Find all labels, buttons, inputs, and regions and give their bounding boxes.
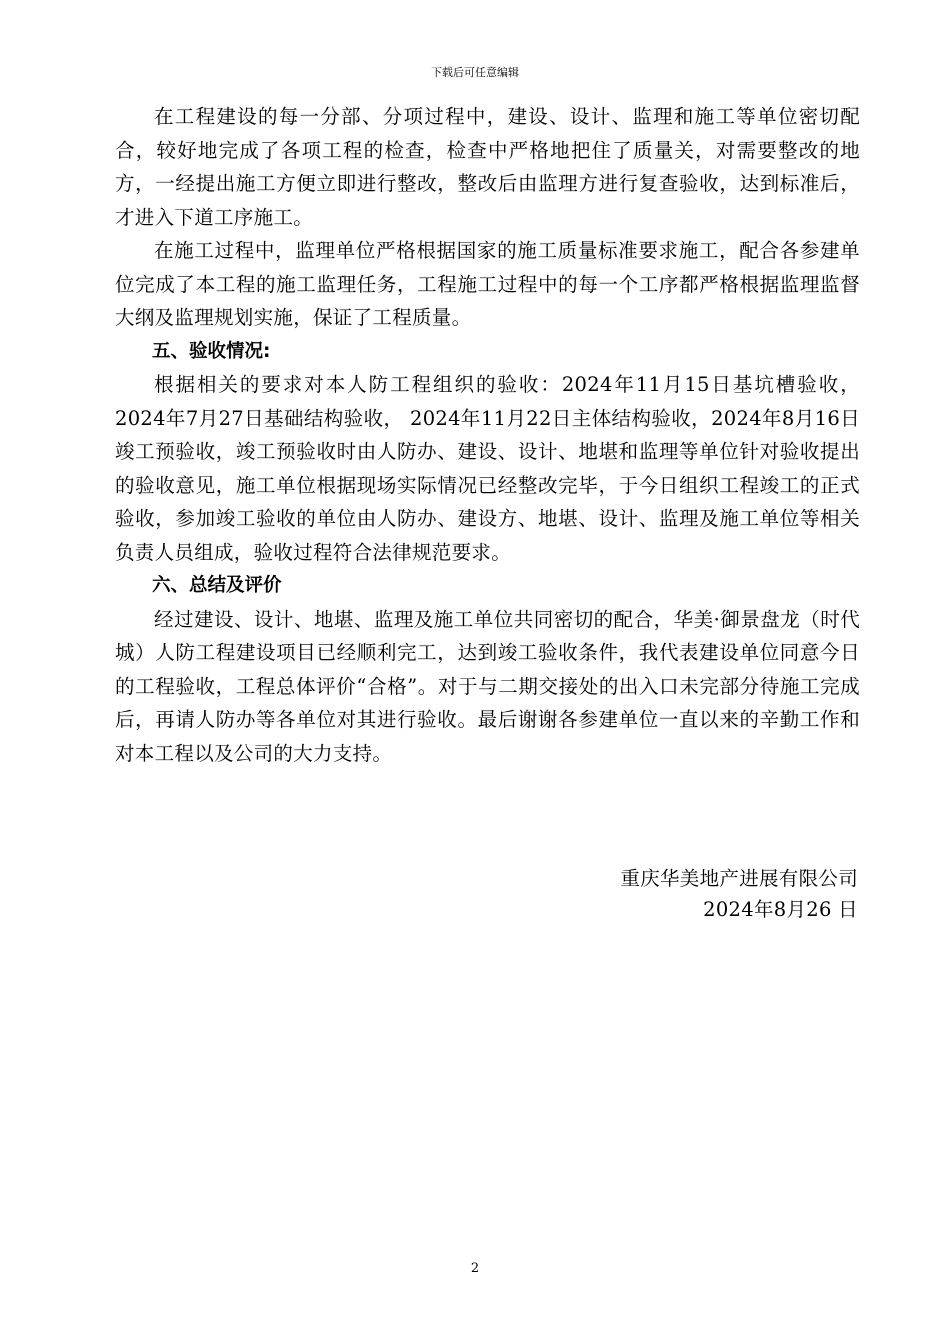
page-number: 2 [470, 1261, 480, 1276]
paragraph-summary: 经过建设、设计、地堪、监理及施工单位共同密切的配合，华美·御景盘龙（时代城）人防工程建设项目已经顺利完工，达到竣工验收条件，我代表建设单位同意今日的工程验收，工程总体评价“合格”。对于与二期交接处的出入口未完部分待施工完成后，再请人防办等各单位对其进行验收。最后谢谢各参建单位一直以来的辛勤工作和对本工程以及公司的大力支持。 [115, 607, 860, 765]
document-body [115, 100, 860, 770]
paragraph-acceptance: 根据相关的要求对本人防工程组织的验收：2024年11月15日基坑槽验收，2024年7月27日基础结构验收， 2024年11月22日主体结构验收，2024年8月16日竣工预验收，竣工预验收时由人防办、建设、设计、地堪和监理等单位针对验收提出的验收意见，施工单位根据现场实际情况已经整改完毕，于今日组织工程竣工的正式验收，参加竣工验收的单位由人防办、建设方、地堪、设计、监理及施工单位等相关负责人员组成，验收过程符合法律规范要求。 [115, 373, 860, 564]
signature-date: 2024年8月26 日 [703, 898, 858, 921]
section-heading-summary: 六、总结及评价 [152, 575, 282, 596]
paragraph-supervision: 在施工过程中，监理单位严格根据国家的施工质量标准要求施工，配合各参建单位完成了本工程的施工监理任务，工程施工过程中的每一个工序都严格根据监理监督大纲及监理规划实施，保证了工程质量。 [115, 239, 860, 329]
section-heading-acceptance: 五、验收情况: [152, 340, 271, 362]
page-header: 下载后可任意编辑 [431, 66, 519, 79]
signature-company: 重庆华美地产进展有限公司 [620, 867, 858, 890]
paragraph-inspection: 在工程建设的每一分部、分项过程中，建设、设计、监理和施工等单位密切配合，较好地完成了各项工程的检查，检查中严格地把住了质量关，对需要整改的地方，一经提出施工方便立即进行整改，整改后由监理方进行复查验收，达到标准后，才进入下道工序施工。 [115, 105, 860, 229]
signature-block [620, 863, 858, 925]
